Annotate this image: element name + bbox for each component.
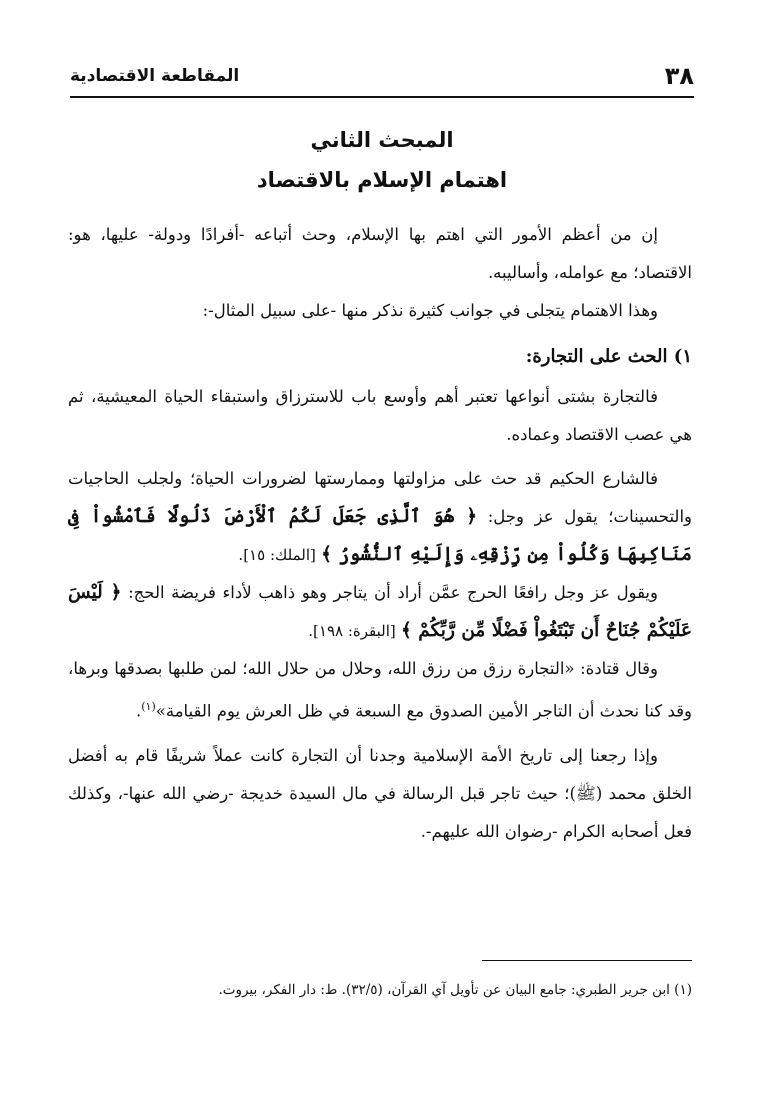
footnote: (١) ابن جرير الطبري: جامع البيان عن تأويل آي القرآن، (٣٢/٥). ط: دار الفكر، بيروت.	[218, 982, 692, 998]
footnote-marker: (١)	[141, 700, 156, 713]
paragraph-legislator	[68, 460, 692, 574]
paragraph-intro: إن من أعظم الأمور التي اهتم بها الإسلام، وحث أتباعه -أفرادًا ودولة- عليها، هو: الاقتصاد؛ مع عوامله، وأساليبه.	[68, 225, 692, 282]
paragraph-qatada: وقال قتادة: «التجارة رزق من رزق الله، وحلال من حلال الله؛ لمن طلبها بصدقها وبرها، وقد كنا نحدث أن التاجر الأمين الصدوق مع السبعة في ظل العرش يوم القيامة»$^{(١)}$.	[68, 659, 692, 721]
paragraph-hajj	[68, 574, 692, 650]
page-number: ٣٨	[664, 62, 694, 90]
paragraph-trade: فالتجارة بشتى أنواعها تعتبر أهم وأوسع باب للاسترزاق واستبقاء الحياة المعيشية، ثم هي عصب الاقتصاد وعماده.	[68, 387, 692, 444]
hajj-text: ويقول عز وجل رافعًا الحرج عمَّن أراد أن يتاجر وهو ذاهب لأداء فريضة الحج:	[128, 583, 658, 602]
legislator-text: فالشارع الحكيم قد حث على مزاولتها وممارستها لضرورات الحياة؛ ولجلب الحاجيات والتحسينات؛ يقول عز وجل:	[68, 469, 692, 526]
verse-ref-baqarah: [البقرة: ١٩٨].	[308, 622, 396, 640]
subheading-trade: ١) الحث على التجارة:	[525, 346, 692, 367]
verse-mulk: ﴿ هُوَ ٱلَّذِى جَعَلَ لَكُمُ ٱلْأَرْضَ ذَلُولًا فَٱمْشُواْ فِى مَنَاكِبِهَا وَكُلُواْ مِن رِّزْقِهِۦ وَإِلَيْهِ ٱلنُّشُورُ ﴾	[68, 506, 692, 565]
body-text	[68, 216, 692, 851]
running-title: المقاطعة الاقتصادية	[70, 66, 240, 86]
paragraph-aspects: وهذا الاهتمام يتجلى في جوانب كثيرة نذكر منها -على سبيل المثال-:	[202, 301, 658, 320]
paragraph-history: وإذا رجعنا إلى تاريخ الأمة الإسلامية وجدنا أن التجارة كانت عملاً شريفًا قام به أفضل الخلق محمد (ﷺ)؛ حيث تاجر قبل الرسالة في مال السيدة خديجة -رضي الله عنها-، وكذلك فعل أصحابه الكرام -رضوان الله عليهم-.	[68, 745, 692, 841]
qatada-text: وقال قتادة: «التجارة رزق من رزق الله، وحلال من حلال الله؛ لمن طلبها بصدقها وبرها، وقد كنا نحدث أن التاجر الأمين الصدوق مع السبعة في ظل العرش يوم القيامة»	[68, 659, 692, 721]
verse-baqarah: ﴿ لَيْسَ عَلَيْكُمْ جُنَاحٌ أَن تَبْتَغُواْ فَضْلًا مِّن رَّبِّكُمْ ﴾	[68, 582, 692, 641]
section-heading: المبحث الثاني	[310, 128, 454, 152]
verse-ref-mulk: [الملك: ١٥].	[238, 546, 316, 564]
footnote-divider	[482, 960, 692, 961]
page-header	[70, 60, 694, 98]
section-title: اهتمام الإسلام بالاقتصاد	[256, 168, 508, 192]
